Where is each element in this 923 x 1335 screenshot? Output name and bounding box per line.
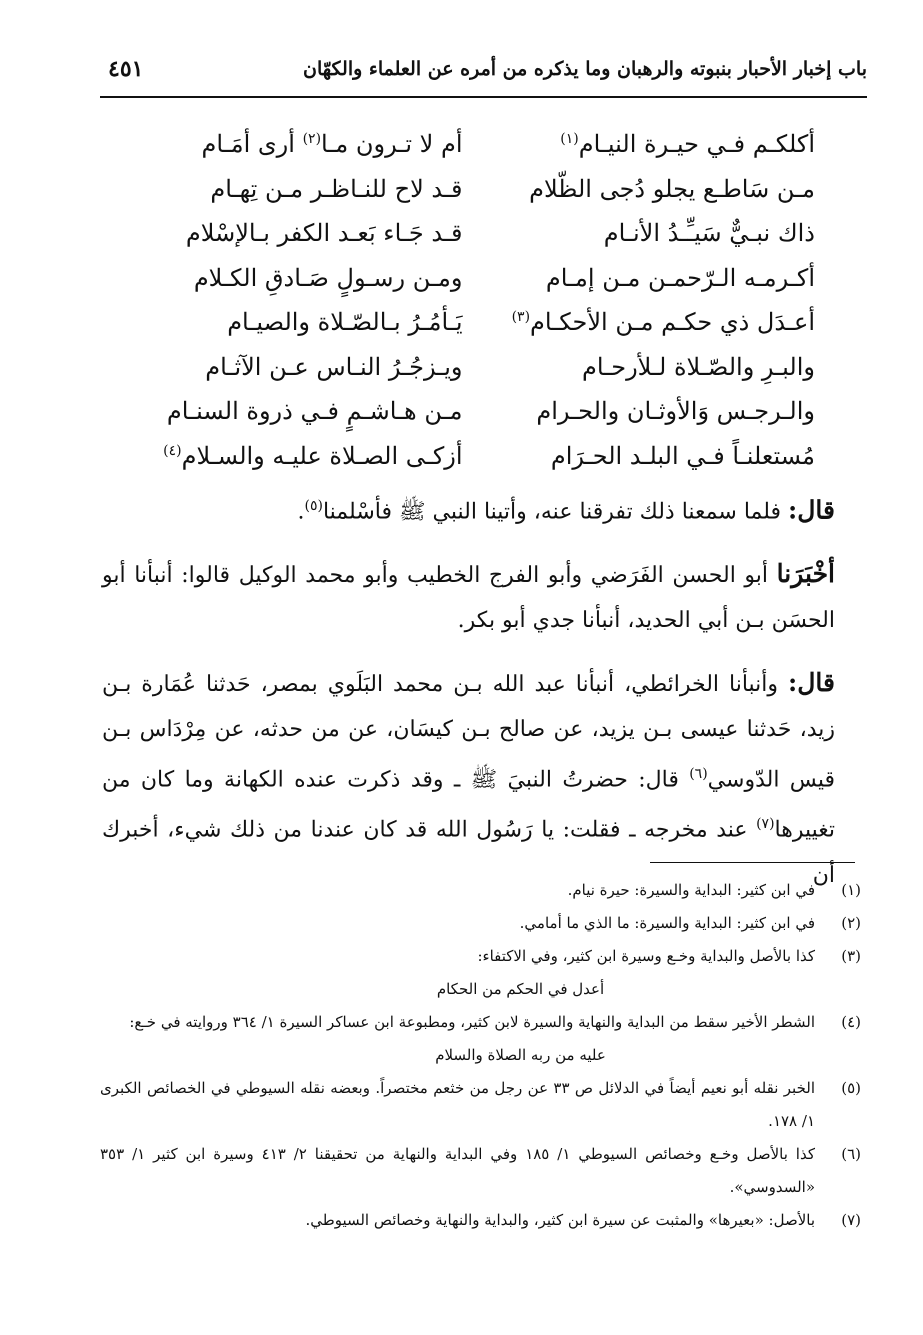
footnote [100,1204,861,1237]
footnote-divider [650,862,855,863]
footnote-number: (٥) [841,1079,861,1097]
footnote [100,874,861,907]
second-hemistich: أزكـى الصـلاة عليـه والسـلام$^{(٤)}$ [163,441,463,470]
footnote [100,1138,861,1204]
footnote [100,907,861,940]
footnote-verse: أعدل في الحكم من الحكام [436,980,605,998]
footnote-verse: عليه من ربه الصلاة والسلام [435,1046,606,1064]
poem-verse [150,122,823,167]
chapter-title: باب إخبار الأحبار بنبوته والرهبان وما يذكره من أمره عن العلماء والكهّان [303,58,867,80]
second-hemistich: مـن هـاشـمٍ فـي ذروة السنـام [166,397,463,426]
first-hemistich: أكـرمـه الـرّحمـن مـن إمـام [545,263,815,292]
running-header [100,52,867,98]
paragraph: قال: فلما سمعنا ذلك تفرقنا عنه، وأتينا النبي ﷺ فأسْلمنا$^{(٥)}$. [297,495,835,525]
second-hemistich: ويـزجُـرُ النـاس عـن الآثـام [205,352,463,381]
poem-verse [150,167,823,212]
footnote-number: (٢) [841,914,861,932]
poem-verse [150,345,823,390]
paragraph-lead: أخْبَرَنا [776,559,835,588]
footnote-ref: (١) [560,131,579,148]
page-number: ٤٥١ [108,56,144,82]
second-hemistich: قـد لاح للنـاظـر مـن تِهـام [210,174,463,203]
second-hemistich: يَـأمُـرُ بـالصّـلاة والصيـام [227,308,463,337]
footnote-number: (٤) [841,1013,861,1031]
first-hemistich: مـن سَاطـع يجلو دُجى الظّلام [529,174,815,203]
paragraph: أخْبَرَنا أبو الحسن الفَرَضي وأبو الفرج الخطيب وأبو محمد الوكيل قالوا: أنبأنا أبو الحسَن بـن أبي الحديد، أنبأنا جدي أبو بكر. [102,559,835,633]
footnote-ref: (٢) [302,131,322,148]
paragraph-lead: قال: [788,495,835,525]
first-hemistich: أعـدَل ذي حكـم مـن الأحكـام$^{(٣)}$ [511,308,815,337]
footnote-text: بالأصل: «بعيرها» والمثبت عن سيرة ابن كثير، والبداية والنهاية وخصائص السيوطي. [305,1211,815,1229]
poem-verse [150,256,823,301]
footnote-ref: (٦) [689,766,708,782]
poem-verse [150,434,823,479]
second-hemistich: أم لا تـرون مـا$^{(٢)}$ أرى أمَـام [201,130,463,159]
footnote-text: الخبر نقله أبو نعيم أيضاً في الدلائل ص ٣٣ عن رجل من خثعم مختصراً. وبعضه نقله السيوطي في الخصائص الكبرى ١/ ١٧٨. [100,1079,815,1130]
footnote-ref: (٣) [511,309,531,326]
first-hemistich: والبـرِ والصّـلاة لـلأرحـام [582,352,815,381]
footnote-number: (٧) [841,1211,861,1229]
footnote [100,1006,861,1039]
first-hemistich: ذاك نبـيٌّ سَيـِّـدُ الأنـام [603,219,815,248]
footnote-text: الشطر الأخير سقط من البداية والنهاية والسيرة لابن كثير، ومطبوعة ابن عساكر السيرة ١/ ٣٦٤ وروايته في خـع: [129,1013,815,1031]
second-hemistich: ومـن رسـولٍ صَـادقِ الكـلام [193,263,463,292]
first-hemistich: أكلكـم فـي حيـرة النيـام$^{(١)}$ [560,130,815,159]
footnote-ref: (٥) [304,498,323,514]
footnote [100,940,861,973]
footnote-text: كذا بالأصل وخـع وخصائص السيوطي ١/ ١٨٥ وفي البداية والنهاية من تحقيقنا ٢/ ٤١٣ وسيرة ابن كثير ١/ ٣٥٣ «السدوسي». [100,1145,815,1196]
footnote-number: (٣) [841,947,861,965]
footnote [100,1072,861,1138]
second-hemistich: قـد جَـاء بَعـد الكفر بـالإسْلام [185,219,463,248]
footnote-number: (٦) [841,1145,861,1163]
poem-verse [150,389,823,434]
poem [150,122,823,478]
first-hemistich: مُستعلنـاً فـي البلـد الحـرَام [550,441,815,470]
footnote-text: كذا بالأصل والبداية وخـع وسيرة ابن كثير، وفي الاكتفاء: [477,947,815,965]
footnote-text: في ابن كثير: البداية والسيرة: ما الذي ما أمامي. [519,914,815,932]
first-hemistich: والـرجـس وَالأوثـان والحـرام [536,397,815,426]
footnote-ref: (٧) [756,816,775,833]
poem-verse [150,300,823,345]
footnote-text: في ابن كثير: البداية والسيرة: حيرة نيام. [567,881,815,899]
paragraph: قال: وأنبأنا الخرائطي، أنبأنا عبد الله بـن محمد البَلَوي بمصر، حَدثنا عُمَارة بـن زيد، حَدثنا عيسى بـن يزيد، عن صالح بـن كيسَان، عن من حدثه، عن مِرْدَاس بـن قيس الدّوسي$^{(٦)}$ قال: حضرتُ النبيَ ﷺ ـ وقد ذكرت عنده الكهانة وما كان من تغييرها$^{(٧)}$ عند مخرجه ـ فقلت: يا رَسُول الله قد كان عندنا من ذلك شيء، أخبرك أن [102,668,835,888]
footnote-number: (١) [841,881,861,899]
footnote-ref: (٤) [163,442,182,459]
paragraph-lead: قال: [788,668,835,697]
footnotes [100,874,861,1237]
poem-verse [150,211,823,256]
